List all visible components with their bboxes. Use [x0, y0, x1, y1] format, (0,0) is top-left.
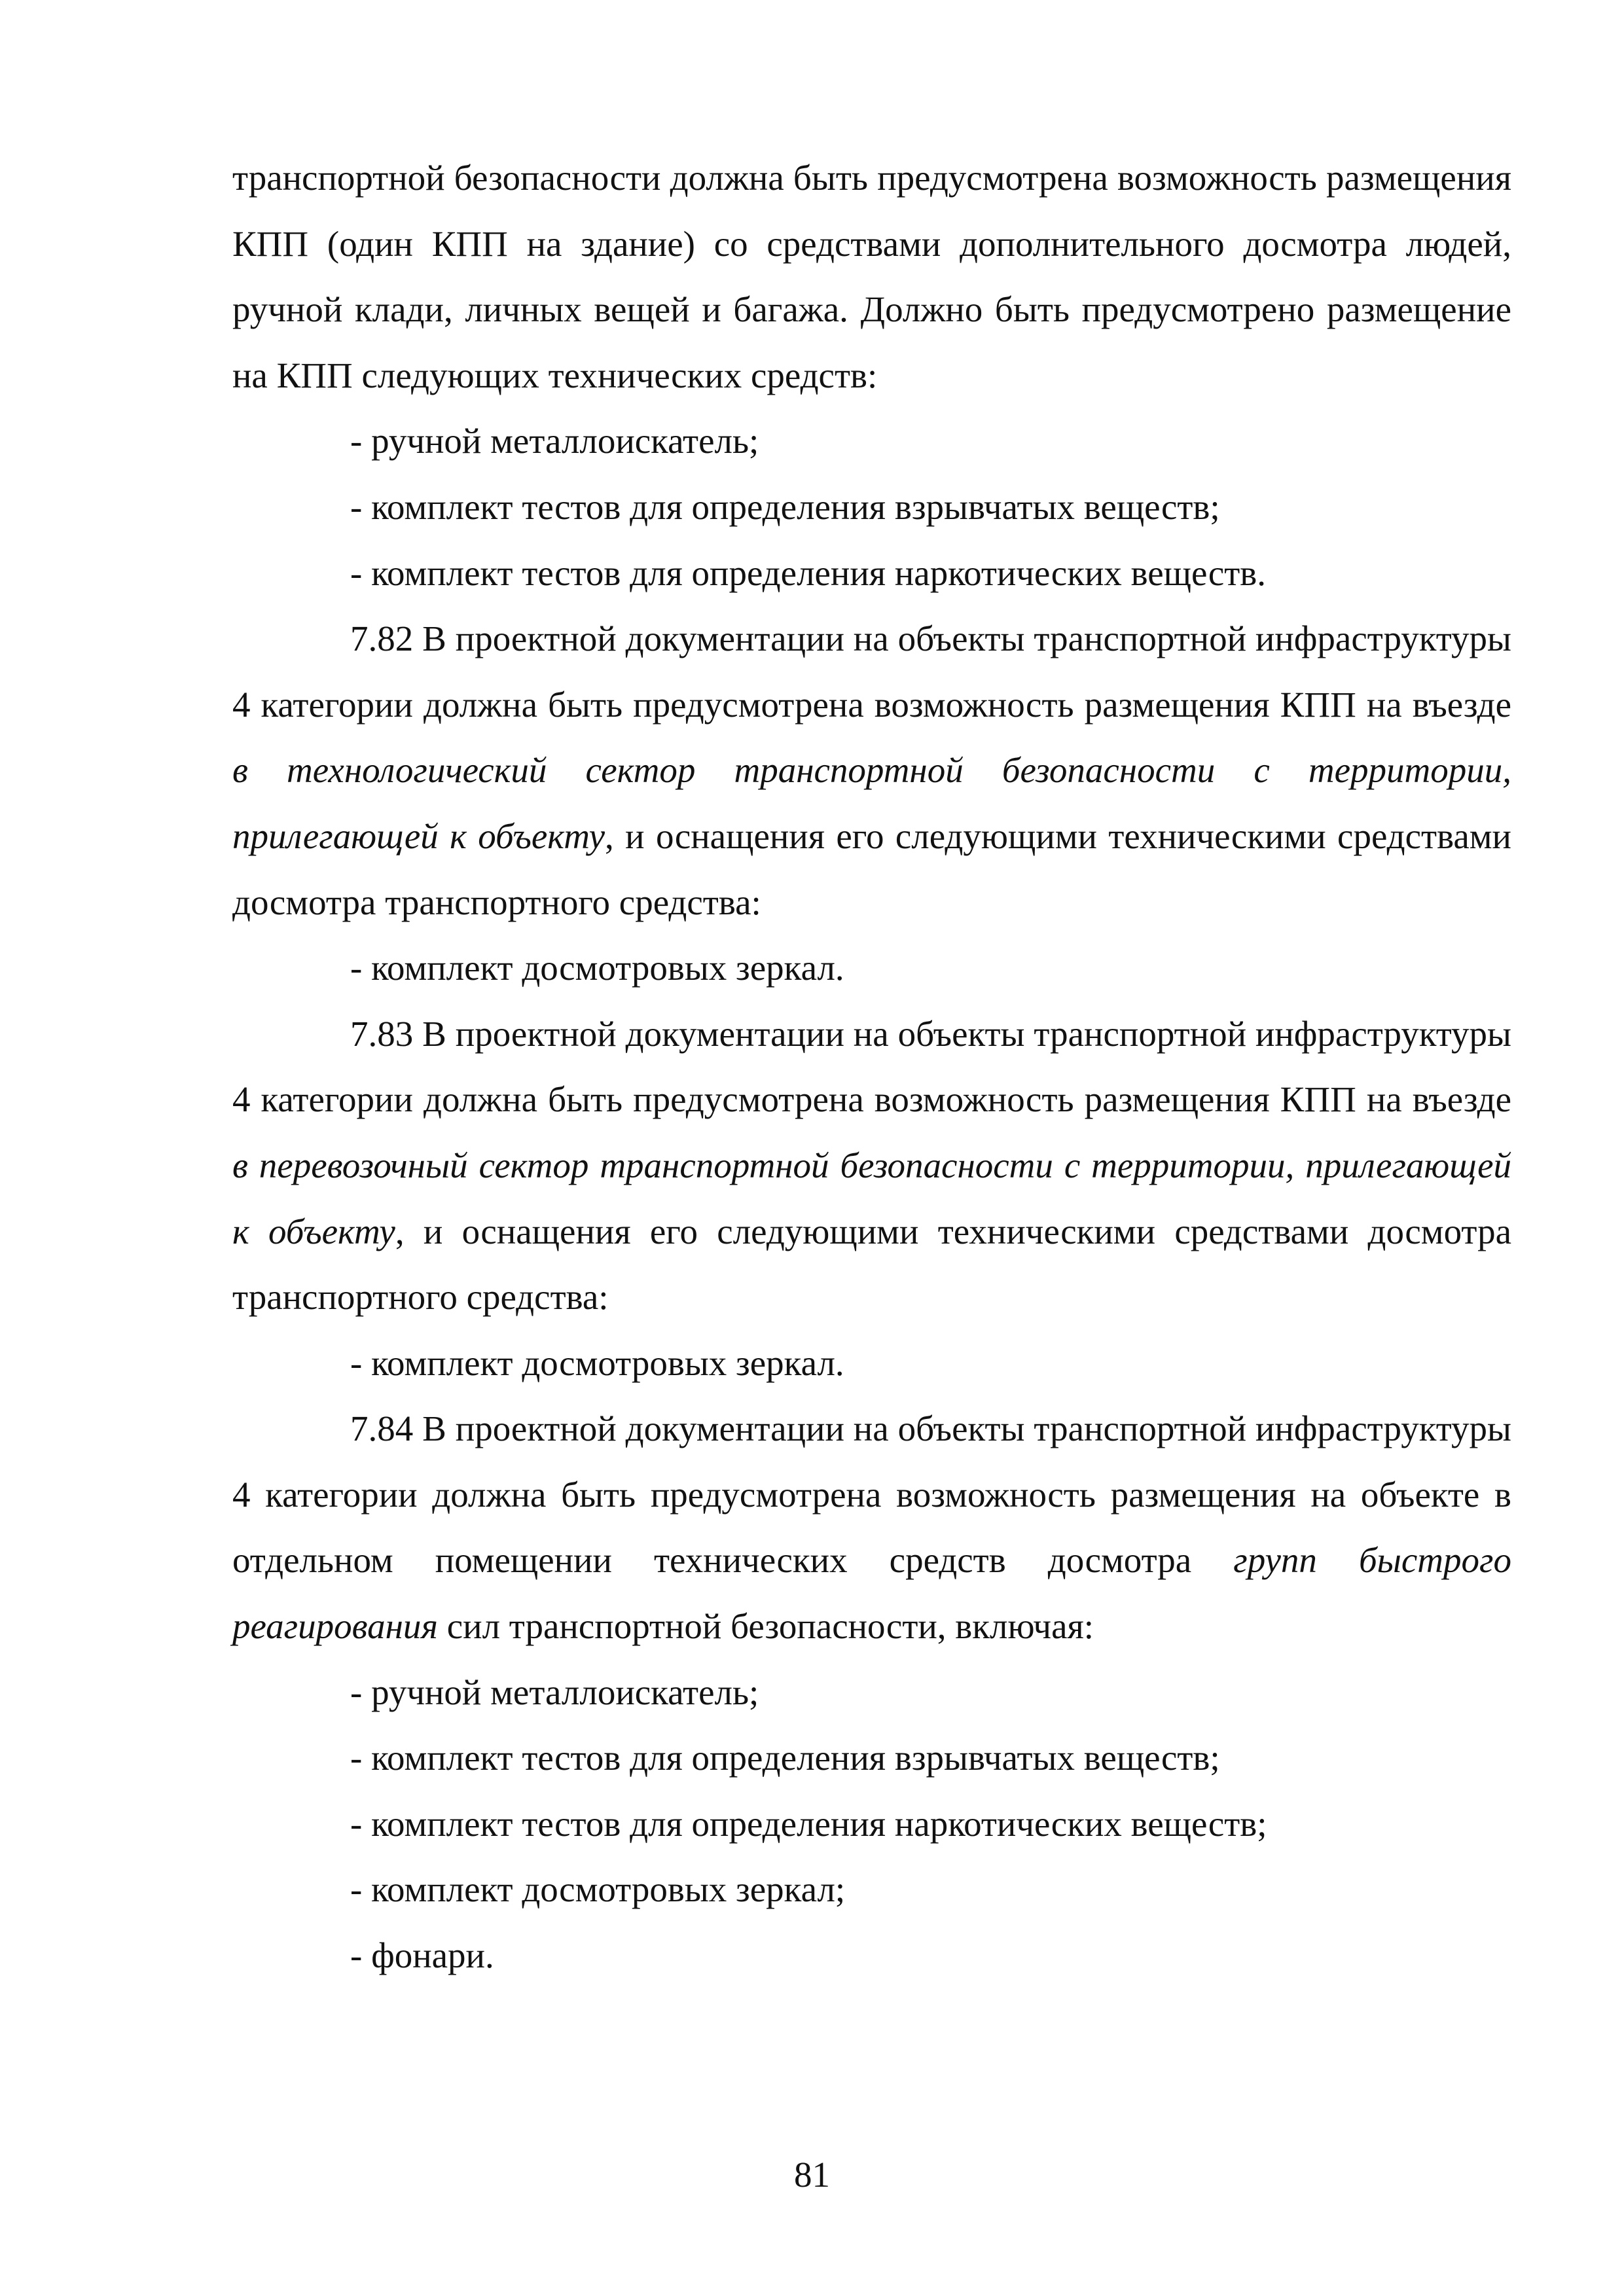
page-number: 81 [794, 2155, 830, 2195]
clause-7-82 [232, 606, 1511, 935]
list-item: - комплект досмотровых зеркал. [350, 1342, 844, 1383]
clause-italic-text: групп быстрого реагирования [232, 1540, 1511, 1647]
clause-italic-text: в перевозочный сектор транспортной безопасности с территории, прилегающей к объекту [232, 1145, 1511, 1251]
list-item: - комплект тестов для определения наркотических веществ; [350, 1803, 1267, 1844]
list-item: - ручной металлоискатель; [350, 1672, 759, 1712]
clause-text: 7.83 В проектной документации на объекты транспортной инфраструктуры 4 категории должна быть предусмотрена возможность размещения КПП на въезде [232, 1013, 1511, 1120]
list-item: - комплект тестов для определения взрывчатых веществ; [350, 1738, 1220, 1778]
list-item: - комплект досмотровых зеркал; [350, 1869, 846, 1910]
clause-7-83 [232, 1001, 1511, 1331]
clause-text: 7.82 В проектной документации на объекты транспортной инфраструктуры 4 категории должна быть предусмотрена возможность размещения КПП на въезде [232, 619, 1511, 725]
clause-text: , и оснащения его следующими техническими средствами досмотра транспортного средства: [232, 816, 1511, 922]
paragraph-continuation: транспортной безопасности должна быть предусмотрена возможность размещения КПП (один КПП на здание) со средствами дополнительного досмотра людей, ручной клади, личных вещей и багажа. Должно быть предусмотрено размещение на КПП следующих технических средств: [232, 158, 1511, 395]
list-item: - комплект тестов для определения взрывчатых веществ; [350, 486, 1220, 527]
clause-italic-text: в технологический сектор транспортной безопасности с территории, прилегающей к объекту [232, 750, 1511, 856]
list-item: - комплект тестов для определения наркотических веществ. [350, 552, 1266, 593]
clause-text: , и оснащения его следующими техническими средствами досмотра транспортного средства: [232, 1211, 1511, 1318]
list-item: - ручной металлоискатель; [350, 421, 759, 461]
list-item: - фонари. [350, 1935, 494, 1976]
clause-7-84 [232, 1396, 1511, 1659]
clause-text: сил транспортной безопасности, включая: [438, 1606, 1094, 1647]
page-body [232, 145, 1511, 1989]
clause-text: 7.84 В проектной документации на объекты транспортной инфраструктуры 4 категории должна быть предусмотрена возможность размещения на объекте в отдельном помещении технических средств досмотра [232, 1408, 1511, 1581]
list-item: - комплект досмотровых зеркал. [350, 948, 844, 988]
